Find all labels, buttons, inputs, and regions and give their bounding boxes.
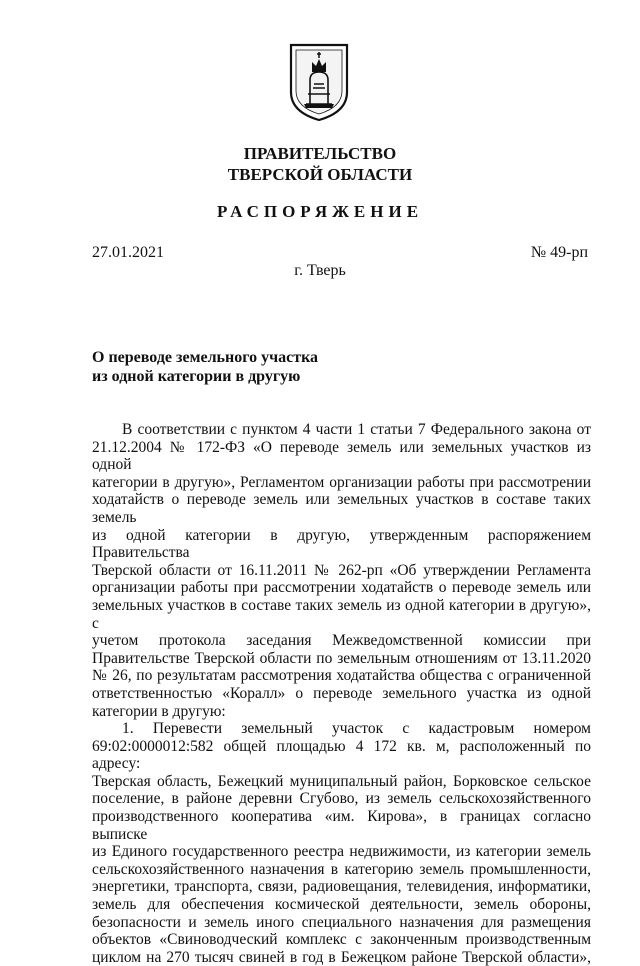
document-subject — [92, 348, 318, 386]
coat-of-arms-icon — [288, 42, 350, 122]
body-line: сельскохозяйственного назначения в категорию земель промышленности, — [92, 860, 591, 878]
body-line: Правительстве Тверской области по земельным отношениям от 13.11.2020 — [92, 649, 591, 667]
document-body — [92, 421, 591, 966]
subject-line-1: О переводе земельного участка — [92, 349, 319, 366]
body-line: В соответствии с пунктом 4 части 1 статьи 7 Федерального закона от — [122, 421, 591, 438]
document-date: 27.01.2021 — [92, 244, 164, 261]
body-line: производственного кооператива «им. Кирова», в границах согласно выписке — [92, 808, 591, 843]
body-line: циклом на 270 тысяч свиней в год в Бежецком районе Тверской области», — [92, 948, 591, 966]
organization-name-line2: ТВЕРСКОЙ ОБЛАСТИ — [227, 165, 413, 184]
document-type: РАСПОРЯЖЕНИЕ — [216, 202, 424, 221]
body-line: учетом протокола заседания Межведомственной комиссии при — [92, 632, 591, 650]
body-line: объектов «Свиноводческий комплекс с законченным производственным — [92, 931, 591, 949]
document-number: № 49-рп — [530, 244, 588, 261]
body-line: земель для обеспечения космической деятельности, земель обороны, — [92, 896, 591, 914]
body-line: Тверская область, Бежецкий муниципальный район, Борковское сельское — [92, 772, 591, 790]
body-line: категории в другую: — [92, 702, 226, 720]
body-line: из одной категории в другую, утвержденным распоряжением Правительства — [92, 526, 591, 562]
document-city: г. Тверь — [294, 262, 346, 279]
body-line: земельных участков в составе таких земель из одной категории в другую», с — [92, 596, 591, 632]
body-line: № 26, по результатам рассмотрения ходатайства общества с ограниченной — [92, 667, 591, 685]
body-line: ходатайств о переводе земель или земельных участков в составе таких земель — [92, 491, 591, 526]
body-line: организации работы при рассмотрении ходатайств о переводе земель или — [92, 579, 591, 597]
body-line: из Единого государственного реестра недвижимости, из категории земель — [92, 843, 591, 861]
body-line: энергетики, транспорта, связи, радиовещания, телевидения, информатики, — [92, 878, 591, 896]
body-line: категории в другую», Регламентом организации работы при рассмотрении — [92, 473, 591, 491]
body-line: 21.12.2004 № 172-ФЗ «О переводе земель или земельных участков из одной — [92, 438, 591, 474]
body-line: ответственностью «Коралл» о переводе земельного участка из одной — [92, 684, 591, 702]
subject-line-2: из одной категории в другую — [92, 368, 301, 385]
body-line: безопасности и земель иного специального назначения для размещения — [92, 913, 591, 931]
body-line: поселение, в районе деревни Сгубово, из земель сельскохозяйственного — [92, 790, 591, 808]
body-line: 69:02:0000012:582 общей площадью 4 172 кв. м, расположенный по адресу: — [92, 737, 591, 773]
body-line: Тверской области от 16.11.2011 № 262-рп «Об утверждении Регламента — [92, 561, 591, 579]
organization-name-line1: ПРАВИТЕЛЬСТВО — [243, 144, 397, 163]
body-line: 1. Перевести земельный участок с кадастровым номером — [122, 720, 591, 738]
